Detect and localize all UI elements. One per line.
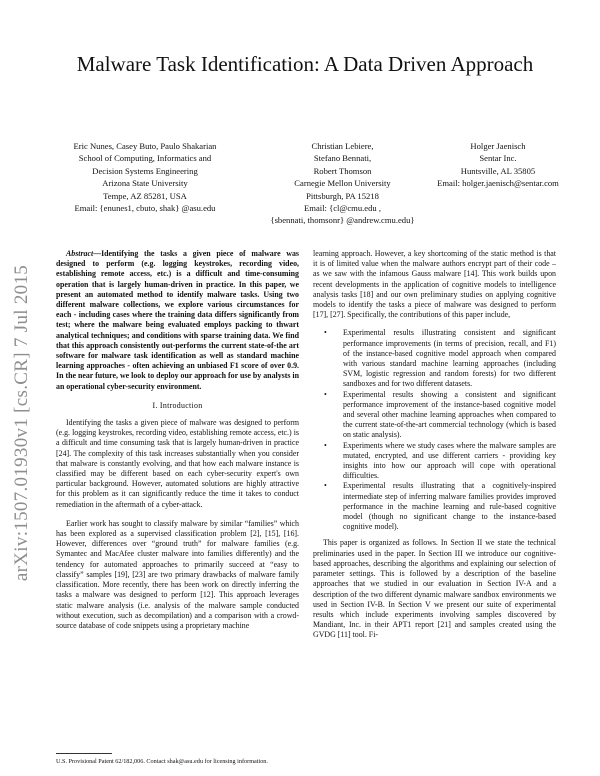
author-line: Eric Nunes, Casey Buto, Paulo Shakarian <box>73 141 217 151</box>
abstract-text: —Identifying the tasks a given piece of malware was designed to perform (e.g. logging keystrokes, recording video, establishing remote access, etc.) is a difficult and time-consuming operation that is largely human-driven in practice. In this paper, we present an automated method to identify malware tasks. Using two different malware collections, we explore various circumstances for each - including cases where the training data differs significantly from test; where the malware being evaluated employs packing to thwart analytical techniques; and conditions with sparse training data. We find that this approach consistently out-performs the current state-of-the art software for malware task identification as well as standard machine learning approaches - often achieving an unbiased F1 score of over 0.9. In the near future, we look to deploy our approach for use by analysts in an operational cyber-security environment. <box>56 249 299 391</box>
author-block-sentar <box>432 140 564 190</box>
author-line: Sentar Inc. <box>479 153 517 164</box>
author-line: Tempe, AZ 85281, USA <box>103 190 187 201</box>
arxiv-stamp-text: arXiv:1507.01930v1 [cs.CR] 7 Jul 2015 <box>11 264 32 582</box>
list-item <box>324 440 556 482</box>
contribution-text: Experimental results illustrating that a cognitively-inspired intermediate step of inferring malware families provides improved performance in the machine learning and rule-based cognitive model (though no significant change to the instance-based cognitive model). <box>343 481 556 532</box>
author-line: Christian Lebiere, <box>311 141 374 151</box>
intro-paragraph: Identifying the tasks a given piece of malware was designed to perform (e.g. logging keystrokes, recording video, establishing remote access, etc.) is a difficult and time consuming task that is largely human-driven in practice [24]. The complexity of this task increases substantially when you consider that malware is constantly evolving, and that how each malware instance is classified may be different based on each cyber-security expert's own particular background. However, automated solutions are highly attractive for this problem as it can significantly reduce the time it takes to conduct remediation in the aftermath of a cyber-attack. <box>56 418 299 509</box>
list-item <box>324 389 556 441</box>
author-block-cmu <box>255 140 430 227</box>
author-line: {sbennati, thomsonr} @andrew.cmu.edu} <box>270 215 415 226</box>
footnote <box>56 758 299 766</box>
author-line: Huntsville, AL 35805 <box>460 165 536 176</box>
contribution-text: Experimental results showing a consistent and significant performance improvement of the instance-based cognitive model and several other machine learning approaches when compared to the current state-of-the-art commercial technology (which is based on static analysis). <box>343 389 556 440</box>
author-line: Stefano Bennati, <box>313 153 372 164</box>
author-line: Pittsburgh, PA 15218 <box>306 190 379 201</box>
right-column <box>313 249 556 641</box>
author-line: Email: holger.jaenisch@sentar.com <box>437 178 559 189</box>
intro-continuation: learning approach. However, a key shortcoming of the static method is that it is of limited value when the malware authors encrypt part of their code – as we saw with the infamous Gauss malware [14]. This work builds upon recent developments in the application of cognitive models to intelligence analysis tasks [18] and our own preliminary studies on applying cognitive models to identify the tasks a piece of malware was designed to perform [17], [27]. Specifically, the contributions of this paper include, <box>313 249 556 320</box>
contribution-text: Experiments where we study cases where the malware samples are mutated, encrypted, and use different carriers - providing key insights into how our approach will cope with operational difficulties. <box>343 440 556 481</box>
bullet-icon: • <box>324 328 327 338</box>
author-line: Email: {enunes1, cbuto, shak} @asu.edu <box>74 203 216 214</box>
author-line: Email: {cl@cmu.edu , <box>304 203 381 214</box>
author-line: Decision Systems Engineering <box>92 165 198 176</box>
bullet-icon: • <box>324 440 327 450</box>
paper-title: Malware Task Identification: A Data Driven Approach <box>76 52 534 76</box>
author-line: Holger Jaenisch <box>470 141 526 151</box>
author-block-asu <box>40 140 250 214</box>
bullet-icon: • <box>324 389 327 399</box>
author-line: Arizona State University <box>102 178 188 189</box>
bullet-icon: • <box>324 481 327 491</box>
contributions-list <box>313 328 556 532</box>
list-item <box>324 328 556 389</box>
author-line: School of Computing, Informatics and <box>78 153 212 164</box>
author-line: Carnegie Mellon University <box>294 178 391 189</box>
section-heading-introduction: I. Introduction <box>152 400 203 410</box>
footnote-text: U.S. Provisional Patent 62/182,006. Contact shak@asu.edu for licensing information. <box>56 758 268 765</box>
abstract <box>56 249 299 392</box>
organization-paragraph: This paper is organized as follows. In Section II we state the technical preliminaries used in the paper. In Section III we introduce our cognitive-based approaches, describing the algorithms and explaining our selection of parameter settings. This is followed by a description of the baseline approaches that we studied in our evaluation in Section IV-A and a description of the two different dynamic malware sandbox environments we used in Section IV-B. In Section V we present our suite of experimental results which include experiments involving samples discovered by Mandiant, Inc. in their APT1 report [21] and samples created using the GVDG [11] tool. Fi- <box>313 538 556 640</box>
footnote-rule <box>56 753 112 754</box>
intro-paragraph: Earlier work has sought to classify malware by similar “families” which has been explored as a supervised classification problem [2], [15], [16]. However, differences over “ground truth” for malware families (e.g. Symantec and MacAfee cluster malware into families differently) and the tendency for automated approaches to primarily succeed at “easy to classify” samples [19], [23] are two primary drawbacks of malware family classification. More recently, there has been work on directly inferring the tasks a malware was designed to perform [12]. This approach leverages static malware analysis (i.e. analysis of the malware sample conducted without execution, such as decompilation) and a comparison with a crowd-source database of code snippets using a proprietary machine <box>56 518 299 630</box>
list-item <box>324 481 556 532</box>
contribution-text: Experimental results illustrating consistent and significant performance improvements (in terms of precision, recall, and F1) of the instance-based cognitive model approach when compared with various standard machine learning approaches (including SVM, logistic regression and random forests) for two different sandboxes and for two different datasets. <box>343 328 556 389</box>
abstract-lead: Abstract <box>66 249 94 258</box>
left-column <box>56 249 299 631</box>
author-line: Robert Thomson <box>313 165 372 176</box>
